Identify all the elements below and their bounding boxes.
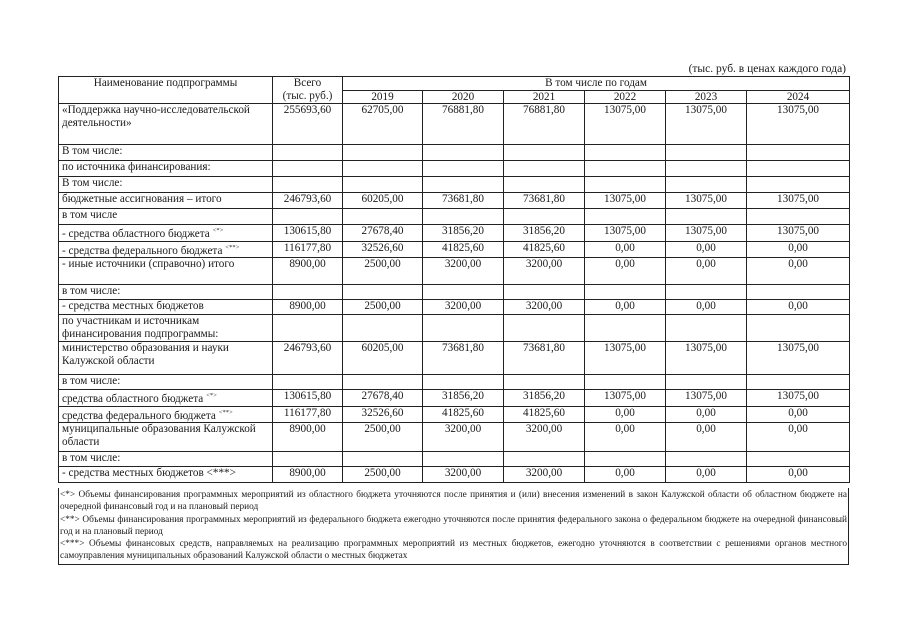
header-row-1 xyxy=(59,77,850,91)
row-year-value: 0,00 xyxy=(747,241,850,258)
table-row xyxy=(59,241,850,258)
header-year: 2020 xyxy=(423,90,504,104)
row-year-value: 0,00 xyxy=(747,467,850,483)
row-year-value: 0,00 xyxy=(585,467,666,483)
footnote: <***> Объемы финансовых средств, направляемых на реализацию программных мероприятий из местных бюджетов, ежегодно уточняются в соответствии с решениями органов местного самоуправления муниципальных образований Калужской области о местных бюджетах xyxy=(60,539,847,562)
row-year-value xyxy=(343,145,423,161)
table-row xyxy=(59,467,850,483)
row-year-value: 0,00 xyxy=(666,300,747,315)
row-name-text: в том числе: xyxy=(62,452,121,464)
row-year-value xyxy=(747,375,850,390)
row-name-text: бюджетные ассигнования – итого xyxy=(62,193,222,205)
row-year-value xyxy=(423,161,504,177)
row-year-value xyxy=(343,161,423,177)
row-year-value: 13075,00 xyxy=(747,193,850,209)
row-name-text: средства федерального бюджета xyxy=(62,409,216,422)
row-total xyxy=(273,177,343,193)
row-year-value xyxy=(343,285,423,300)
row-total: 130615,80 xyxy=(273,225,343,242)
header-total-line1: Всего xyxy=(293,77,322,89)
units-note: (тыс. руб. в ценах каждого года) xyxy=(688,63,846,75)
header-year: 2024 xyxy=(747,90,850,104)
header-total xyxy=(273,77,343,104)
row-year-value xyxy=(343,452,423,467)
row-name xyxy=(59,258,273,285)
table-row xyxy=(59,104,850,145)
row-year-value: 60205,00 xyxy=(343,342,423,375)
row-year-value xyxy=(504,145,585,161)
row-year-value xyxy=(504,177,585,193)
row-year-value: 13075,00 xyxy=(585,193,666,209)
row-name xyxy=(59,209,273,225)
row-year-value: 73681,80 xyxy=(504,342,585,375)
row-year-value xyxy=(666,375,747,390)
row-year-value xyxy=(504,315,585,342)
row-year-value: 41825,60 xyxy=(504,406,585,423)
table-row xyxy=(59,452,850,467)
header-year: 2023 xyxy=(666,90,747,104)
table-row xyxy=(59,225,850,242)
row-total: 246793,60 xyxy=(273,193,343,209)
row-total: 8900,00 xyxy=(273,467,343,483)
row-year-value xyxy=(666,161,747,177)
footnote-marker: <**> xyxy=(225,243,240,251)
row-year-value: 0,00 xyxy=(585,300,666,315)
table-row xyxy=(59,161,850,177)
row-year-value xyxy=(423,145,504,161)
row-year-value: 3200,00 xyxy=(504,423,585,452)
row-name xyxy=(59,241,273,258)
row-year-value: 13075,00 xyxy=(585,225,666,242)
row-name xyxy=(59,342,273,375)
row-year-value: 2500,00 xyxy=(343,423,423,452)
row-name-text: - средства местных бюджетов xyxy=(62,300,204,312)
row-name xyxy=(59,145,273,161)
table-row xyxy=(59,390,850,407)
row-year-value: 13075,00 xyxy=(666,193,747,209)
row-name xyxy=(59,390,273,407)
row-year-value: 0,00 xyxy=(585,241,666,258)
table-row xyxy=(59,300,850,315)
row-year-value xyxy=(585,285,666,300)
table-row xyxy=(59,406,850,423)
row-year-value xyxy=(666,285,747,300)
row-name xyxy=(59,452,273,467)
table-row xyxy=(59,258,850,285)
row-year-value: 31856,20 xyxy=(423,225,504,242)
footnote: <*> Объемы финансирования программных мероприятий из областного бюджета уточняются после принятия и (или) внесения изменений в закон Калужской области об областном бюджете на очередной финансовый год и на плановый период xyxy=(60,490,847,513)
row-name xyxy=(59,161,273,177)
row-year-value: 13075,00 xyxy=(666,225,747,242)
header-year: 2021 xyxy=(504,90,585,104)
row-year-value xyxy=(747,452,850,467)
row-name xyxy=(59,467,273,483)
table-row xyxy=(59,315,850,342)
header-year: 2022 xyxy=(585,90,666,104)
row-name-text: в том числе: xyxy=(62,375,121,387)
row-year-value xyxy=(504,285,585,300)
row-year-value: 2500,00 xyxy=(343,300,423,315)
row-name-text: в том числе: xyxy=(62,285,121,297)
row-year-value xyxy=(747,177,850,193)
row-year-value: 13075,00 xyxy=(666,390,747,407)
row-year-value: 32526,60 xyxy=(343,406,423,423)
row-year-value: 31856,20 xyxy=(504,390,585,407)
row-year-value: 0,00 xyxy=(666,467,747,483)
header-total-line2: (тыс. руб.) xyxy=(282,89,333,102)
row-name-text: В том числе: xyxy=(62,145,123,157)
table-row xyxy=(59,177,850,193)
row-name xyxy=(59,193,273,209)
row-year-value: 0,00 xyxy=(585,258,666,285)
row-name xyxy=(59,423,273,452)
row-year-value: 0,00 xyxy=(666,241,747,258)
row-name-text: В том числе: xyxy=(62,177,123,189)
row-total xyxy=(273,375,343,390)
row-year-value: 0,00 xyxy=(585,423,666,452)
row-year-value xyxy=(585,452,666,467)
row-year-value xyxy=(423,375,504,390)
row-total: 116177,80 xyxy=(273,241,343,258)
row-year-value: 41825,60 xyxy=(504,241,585,258)
row-name xyxy=(59,406,273,423)
header-year: 2019 xyxy=(343,90,423,104)
row-name-text: - средства федерального бюджета xyxy=(62,244,223,257)
row-year-value: 0,00 xyxy=(747,258,850,285)
row-year-value: 13075,00 xyxy=(666,342,747,375)
row-year-value: 41825,60 xyxy=(423,406,504,423)
row-year-value: 3200,00 xyxy=(504,258,585,285)
row-year-value: 13075,00 xyxy=(747,104,850,145)
row-year-value xyxy=(747,315,850,342)
row-year-value xyxy=(423,209,504,225)
row-name-text: муниципальные образования Калужской области xyxy=(62,423,256,448)
row-year-value: 0,00 xyxy=(585,406,666,423)
row-name-text: средства областного бюджета xyxy=(62,393,204,405)
funding-table xyxy=(58,76,850,483)
row-year-value xyxy=(585,145,666,161)
row-year-value: 60205,00 xyxy=(343,193,423,209)
row-year-value xyxy=(504,375,585,390)
row-year-value: 32526,60 xyxy=(343,241,423,258)
row-year-value xyxy=(585,209,666,225)
row-year-value: 3200,00 xyxy=(423,258,504,285)
row-total xyxy=(273,285,343,300)
row-name-text: - средства областного бюджета xyxy=(62,228,210,240)
header-by-years: В том числе по годам xyxy=(343,77,850,91)
row-year-value: 73681,80 xyxy=(504,193,585,209)
row-year-value: 2500,00 xyxy=(343,258,423,285)
row-name-text: - средства местных бюджетов <***> xyxy=(62,467,236,479)
row-year-value: 0,00 xyxy=(747,300,850,315)
row-year-value xyxy=(666,145,747,161)
row-year-value xyxy=(423,177,504,193)
row-total: 246793,60 xyxy=(273,342,343,375)
row-total: 116177,80 xyxy=(273,406,343,423)
row-name xyxy=(59,104,273,145)
row-year-value: 0,00 xyxy=(747,423,850,452)
row-year-value xyxy=(585,161,666,177)
table-row xyxy=(59,423,850,452)
row-year-value: 13075,00 xyxy=(666,104,747,145)
row-year-value xyxy=(504,452,585,467)
header-name: Наименование подпрограммы xyxy=(59,77,273,104)
row-total: 8900,00 xyxy=(273,423,343,452)
footnote-marker: <**> xyxy=(218,408,233,416)
row-year-value: 13075,00 xyxy=(747,225,850,242)
row-name-text: министерство образования и науки Калужской области xyxy=(62,342,229,367)
row-total xyxy=(273,209,343,225)
table-row xyxy=(59,209,850,225)
row-year-value xyxy=(666,177,747,193)
row-year-value: 3200,00 xyxy=(423,423,504,452)
row-year-value: 3200,00 xyxy=(504,467,585,483)
row-year-value: 73681,80 xyxy=(423,342,504,375)
table-row xyxy=(59,375,850,390)
footnote-marker: <*> xyxy=(212,227,224,234)
row-total xyxy=(273,161,343,177)
row-name-text: - иные источники (справочно) итого xyxy=(62,258,235,270)
row-year-value xyxy=(747,285,850,300)
table-row xyxy=(59,145,850,161)
row-year-value: 13075,00 xyxy=(585,104,666,145)
row-name xyxy=(59,285,273,300)
row-year-value xyxy=(585,315,666,342)
row-year-value xyxy=(585,375,666,390)
row-name-text: по участникам и источникам финансирования подпрограммы: xyxy=(62,315,219,340)
table-row xyxy=(59,193,850,209)
row-year-value: 73681,80 xyxy=(423,193,504,209)
row-year-value: 31856,20 xyxy=(423,390,504,407)
footnotes-box xyxy=(58,488,849,565)
row-name xyxy=(59,225,273,242)
row-year-value xyxy=(666,315,747,342)
row-year-value: 76881,80 xyxy=(423,104,504,145)
row-total xyxy=(273,145,343,161)
row-name xyxy=(59,177,273,193)
row-year-value: 3200,00 xyxy=(423,300,504,315)
row-year-value: 0,00 xyxy=(666,406,747,423)
row-year-value xyxy=(423,285,504,300)
row-name xyxy=(59,315,273,342)
row-total: 8900,00 xyxy=(273,258,343,285)
footnote-marker: <*> xyxy=(206,392,217,399)
row-year-value xyxy=(747,161,850,177)
row-year-value: 13075,00 xyxy=(747,390,850,407)
row-year-value: 62705,00 xyxy=(343,104,423,145)
row-year-value xyxy=(343,177,423,193)
row-year-value: 0,00 xyxy=(666,423,747,452)
row-year-value: 13075,00 xyxy=(585,390,666,407)
row-name-text: в том числе xyxy=(62,209,118,221)
row-year-value: 41825,60 xyxy=(423,241,504,258)
row-year-value xyxy=(504,161,585,177)
row-name xyxy=(59,300,273,315)
row-year-value: 31856,20 xyxy=(504,225,585,242)
table-body xyxy=(59,77,850,483)
footnote: <**> Объемы финансирования программных мероприятий из федерального бюджета ежегодно уточняются после принятия федерального закона о федеральном бюджете на очередной финансовый год и на плановый период xyxy=(60,514,847,537)
row-total: 8900,00 xyxy=(273,300,343,315)
row-total: 130615,80 xyxy=(273,390,343,407)
row-year-value xyxy=(423,315,504,342)
row-year-value xyxy=(666,452,747,467)
row-year-value xyxy=(343,209,423,225)
row-year-value: 2500,00 xyxy=(343,467,423,483)
row-year-value: 3200,00 xyxy=(504,300,585,315)
row-year-value xyxy=(343,315,423,342)
row-year-value xyxy=(585,177,666,193)
row-year-value: 13075,00 xyxy=(585,342,666,375)
row-year-value: 27678,40 xyxy=(343,225,423,242)
row-year-value xyxy=(747,209,850,225)
row-year-value: 13075,00 xyxy=(747,342,850,375)
row-total xyxy=(273,315,343,342)
row-total xyxy=(273,452,343,467)
row-year-value xyxy=(423,452,504,467)
row-name-text: по источника финансирования: xyxy=(62,161,211,173)
row-year-value: 0,00 xyxy=(666,258,747,285)
row-year-value xyxy=(666,209,747,225)
row-name-text: «Поддержка научно-исследовательской деятельности» xyxy=(62,104,250,129)
table-row xyxy=(59,342,850,375)
row-total: 255693,60 xyxy=(273,104,343,145)
row-year-value xyxy=(343,375,423,390)
row-year-value: 27678,40 xyxy=(343,390,423,407)
row-year-value: 3200,00 xyxy=(423,467,504,483)
row-year-value xyxy=(747,145,850,161)
table-row xyxy=(59,285,850,300)
row-year-value: 76881,80 xyxy=(504,104,585,145)
row-year-value: 0,00 xyxy=(747,406,850,423)
row-year-value xyxy=(504,209,585,225)
row-name xyxy=(59,375,273,390)
